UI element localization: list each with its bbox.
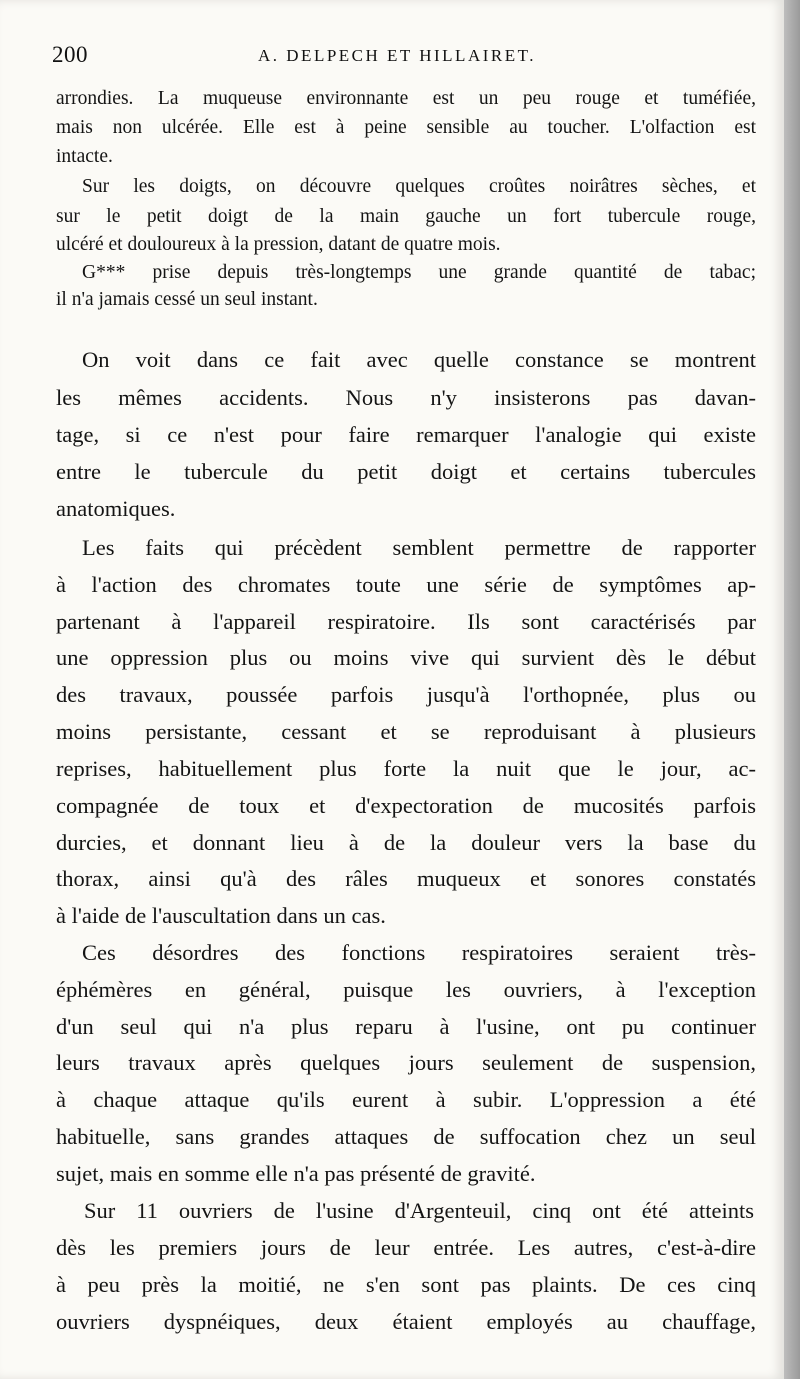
text-line: anatomiques.: [56, 496, 176, 521]
text-line: entre le tubercule du petit doigt et certains tubercules: [56, 459, 756, 484]
text-line: Les faits qui précèdent semblent permettre de rapporter: [82, 535, 756, 560]
text-line: ouvriers dyspnéiques, deux étaient employés au chauffage,: [56, 1309, 756, 1334]
text-line: à l'action des chromates toute une série de symptômes ap-: [56, 572, 756, 597]
text-line: dès les premiers jours de leur entrée. Les autres, c'est-à-dire: [56, 1235, 756, 1260]
text-line: mais non ulcérée. Elle est à peine sensible au toucher. L'olfaction est: [56, 117, 756, 138]
text-line: tage, si ce n'est pour faire remarquer l'analogie qui existe: [56, 422, 756, 447]
page-edge-shadow: [784, 0, 800, 1379]
text-line: partenant à l'appareil respiratoire. Ils sont caractérisés par: [56, 609, 756, 634]
text-line: leurs travaux après quelques jours seulement de suspension,: [56, 1050, 756, 1075]
text-line: une oppression plus ou moins vive qui survient dès le début: [56, 645, 756, 670]
text-line: sujet, mais en somme elle n'a pas présenté de gravité.: [56, 1161, 536, 1186]
text-line: arrondies. La muqueuse environnante est un peu rouge et tuméfiée,: [56, 88, 756, 109]
running-title: A. DELPECH ET HILLAIRET.: [258, 46, 536, 65]
text-line: éphémères en général, puisque les ouvriers, à l'exception: [56, 977, 756, 1002]
text-line: thorax, ainsi qu'à des râles muqueux et sonores constatés: [56, 866, 756, 891]
text-line: les mêmes accidents. Nous n'y insisterons pas davan-: [56, 385, 756, 410]
text-line: On voit dans ce fait avec quelle constance se montrent: [82, 347, 756, 372]
text-line: durcies, et donnant lieu à de la douleur vers la base du: [56, 830, 756, 855]
text-line: G*** prise depuis très-longtemps une grande quantité de tabac;: [82, 262, 756, 283]
page-number: 200: [52, 42, 88, 67]
running-head: [52, 40, 752, 70]
text-line: intacte.: [56, 146, 113, 167]
text-line: reprises, habituellement plus forte la nuit que le jour, ac-: [56, 756, 756, 781]
text-line: sur le petit doigt de la main gauche un fort tubercule rouge,: [56, 206, 756, 227]
text-line: d'un seul qui n'a plus reparu à l'usine, ont pu continuer: [56, 1014, 756, 1039]
text-line: à l'aide de l'auscultation dans un cas.: [56, 903, 386, 928]
text-line: compagnée de toux et d'expectoration de mucosités parfois: [56, 793, 756, 818]
text-line: Ces désordres des fonctions respiratoires seraient très-: [82, 940, 756, 965]
text-line: habituelle, sans grandes attaques de suffocation chez un seul: [56, 1124, 756, 1149]
text-line: à chaque attaque qu'ils eurent à subir. L'oppression a été: [56, 1087, 756, 1112]
text-line: ulcéré et douloureux à la pression, datant de quatre mois.: [56, 234, 501, 255]
text-line: à peu près la moitié, ne s'en sont pas plaints. De ces cinq: [56, 1272, 756, 1297]
text-line: Sur les doigts, on découvre quelques croûtes noirâtres sèches, et: [82, 176, 756, 197]
text-line: Sur 11 ouvriers de l'usine d'Argenteuil, cinq ont été atteints: [84, 1198, 754, 1223]
text-line: des travaux, poussée parfois jusqu'à l'orthopnée, plus ou: [56, 682, 756, 707]
text-line: il n'a jamais cessé un seul instant.: [56, 289, 318, 310]
text-line: moins persistante, cessant et se reproduisant à plusieurs: [56, 719, 756, 744]
